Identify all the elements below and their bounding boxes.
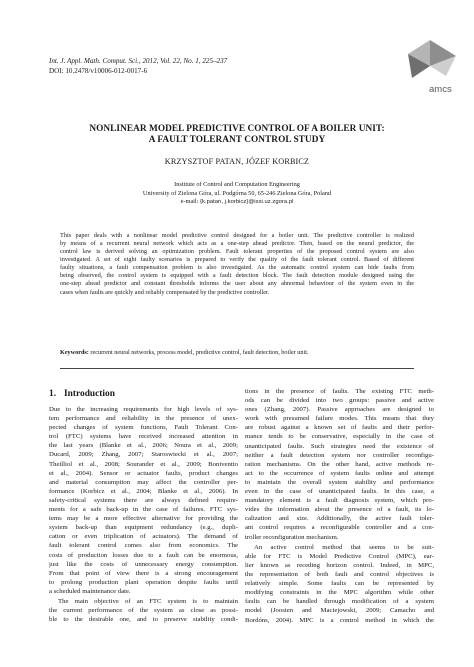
body-text-line: ones (Zhang, 2007). Passive approaches are designed to <box>245 406 434 414</box>
section-divider <box>60 368 414 369</box>
body-text-line: ration mechanisms. On the other hand, active methods re- <box>245 460 434 468</box>
body-text-line: The main objective of an FTC system is to maintain <box>58 598 238 606</box>
affiliation-line: University of Zielona Góra, ul. Podgórna 50, 65-246 Zielona Góra, Poland <box>142 189 332 197</box>
abstract-line: being observed, the control system is equipped with a fault detection block. The fault detection module designed using the <box>60 272 414 280</box>
affiliation-line: Institute of Control and Computation Engineering <box>174 181 300 188</box>
body-text-line: ant control requires a reconfigurable controller and a con- <box>245 524 434 532</box>
keywords-text: recurrent neural networks, process model, predictive control, fault detection, boiler unit. <box>90 349 309 356</box>
body-text-line: mance tends to be conservative, especially in the case of <box>245 433 434 441</box>
section-heading <box>49 389 115 399</box>
body-text-line: the last years (Blanke et al., 2006; Noura et al., 2009; <box>49 442 238 450</box>
body-text-line: An active control method that seems to be suit- <box>254 543 434 551</box>
body-text-line: fault tolerant control comes also from economics. The <box>49 542 238 550</box>
body-text-line: to prolong production plant operation despite faults until <box>49 578 238 586</box>
journal-header <box>49 57 227 76</box>
body-text-line: trol (FTC) systems have received increased attention in <box>49 433 238 441</box>
abstract-line: faulty situations, a fault compensation problem is also investigated. As the automatic control system can hide faults from <box>60 264 414 272</box>
email-address[interactable]: {k.patan, j.korbicz}@issi.uz.zgora.pl <box>199 199 294 206</box>
abstract-line: cases when faults are quickly and reliably compensated by the predictive controller. <box>60 288 270 296</box>
body-text-line: the representation of both fault and control objectives is <box>245 571 434 579</box>
body-text-line: ods can be divided into two groups: passive and active <box>245 397 434 405</box>
body-text-line: ble to the desirable one, and to preserve stability condi- <box>49 616 238 624</box>
abstract-line: one-step ahead predictor and constant thresholds informs the user about any abnormal behaviour of the system even in the <box>60 280 414 288</box>
body-text-line: Theilliol et al., 2008; Sourander et al., 2009; Boniventto <box>49 460 238 468</box>
abstract-line: control law is derived solving an optimization problem. Fault tolerant properties of the proposed control system are also <box>60 248 414 256</box>
body-text-line: model (Joosten and Maciejowski, 2009; Camacho and <box>245 607 434 615</box>
abstract-line: by means of a recurrent neural network which acts as a one-step ahead predictor. Then, based on the neural predictor, the <box>60 240 414 248</box>
body-text-line: tems may be a more effective alternative for providing the <box>49 515 238 523</box>
abstract <box>60 232 414 297</box>
body-text-line: act to the occurrence of system faults online and attempt <box>245 469 434 477</box>
body-text-line: cation or even triplication of actuators). The demand of <box>49 533 238 541</box>
body-text-line: lier known as receding horizon control. Indeed, in MPC, <box>245 561 434 569</box>
paper-authors: KRZYSZTOF PATAN, JÓZEF KORBICZ <box>164 157 310 166</box>
body-text-line: mandatory element is a fault diagnosis system, which pro- <box>245 497 434 505</box>
paper-title-line: NONLINEAR MODEL PREDICTIVE CONTROL OF A BOILER UNIT: <box>89 124 385 134</box>
email-line <box>60 198 414 207</box>
body-text-line: Due to the increasing requirements for high levels of sys- <box>49 406 238 413</box>
keywords <box>60 349 414 357</box>
body-text-line: to maintain the overall system stability and performance <box>245 478 434 486</box>
journal-doi: DOI: 10.2478/v10006-012-0017-6 <box>49 66 148 75</box>
body-text-line: tions in the presence of faults. The existing FTC meth- <box>245 388 434 395</box>
body-text-line: even in the case of unanticipated faults. In this case, a <box>245 488 434 496</box>
body-text-line: the current performance of the system as close as possi- <box>49 607 238 615</box>
journal-logo-text: amcs <box>429 84 452 95</box>
body-text-line: vides the information about the presence of a fault, its lo- <box>245 506 434 514</box>
journal-citation: Int. J. Appl. Math. Comput. Sci., 2012, Vol. 22, No. 1, 225–237 <box>49 57 228 65</box>
paper-title-line: A FAULT TOLERANT CONTROL STUDY <box>148 134 326 145</box>
body-column-right <box>245 387 434 625</box>
body-text-line: and material consumption may affect the controller per- <box>49 478 238 486</box>
body-text-line: modifying constraints in the MPC algorithm while other <box>245 589 434 597</box>
body-text-line: system back-up than equipment redundancy (e.g., dupli- <box>49 524 238 532</box>
section-title: Introduction <box>64 389 115 399</box>
body-text-line: Ducard, 2009; Zhang, 2007; Staroswiecki et al., 2007; <box>49 451 238 459</box>
body-text-line: troller reconfiguration mechanism. <box>245 533 339 541</box>
body-text-line: work with presumed failure modes. This means that they <box>245 415 434 423</box>
body-text-line: et al., 2004). Sensor or actuator faults, product changes <box>49 469 238 477</box>
body-text-line: relatively simple. Some faults can be represented by <box>245 580 434 588</box>
body-text-line: safety-critical systems there are always defined require- <box>49 496 238 504</box>
body-text-line: neither a fault detection system nor controller reconfigu- <box>245 451 434 459</box>
body-text-line: a scheduled maintenance date. <box>49 587 131 595</box>
paper-affiliation <box>60 181 414 207</box>
body-text-line: able for FTC is Model Predictive Control (MPC), ear- <box>245 552 434 560</box>
keywords-label: Keywords: <box>60 349 89 356</box>
body-text-line: From that point of view there is a strong encouragement <box>49 569 238 577</box>
body-text-line: calization and size. Additionally, the active fault toler- <box>245 515 434 523</box>
paper-title <box>60 124 414 145</box>
section-number: 1. <box>49 389 57 399</box>
body-column-left <box>49 405 238 624</box>
body-text-line: costs of production losses due to a fault can be enormous, <box>49 551 238 559</box>
body-text-line: faults can be handled through modification of a system <box>245 598 434 606</box>
body-text-line: just like the costs of unnecessary energy consumption. <box>49 560 238 568</box>
body-text-line: ments for a safe back-up in the case of failures. FTC sys- <box>49 506 238 514</box>
body-text-line: are robust against a known set of faults and their perfor- <box>245 424 434 432</box>
abstract-line: This paper deals with a nonlinear model predictive control designed for a boiler unit. The predictive controller is realized <box>60 232 414 239</box>
body-text-line: Bordóns, 2004). MPC is a control method in which the <box>245 616 434 624</box>
email-label: e-mail: <box>180 198 199 206</box>
body-text-line: tem performance and reliability in the presence of unex- <box>49 415 238 423</box>
body-text-line: pected changes of system functions, Fault Tolerant Con- <box>49 424 238 432</box>
body-text-line: formance (Korbicz et al., 2004; Blanke et al., 2006). In <box>49 487 238 495</box>
abstract-line: investigated. A set of eight faulty scenarios is prepared to verify the quality of the fault tolerant control. Based of different <box>60 256 414 264</box>
body-text-line: unanticipated faults. Such strategies need the existence of <box>245 442 434 450</box>
